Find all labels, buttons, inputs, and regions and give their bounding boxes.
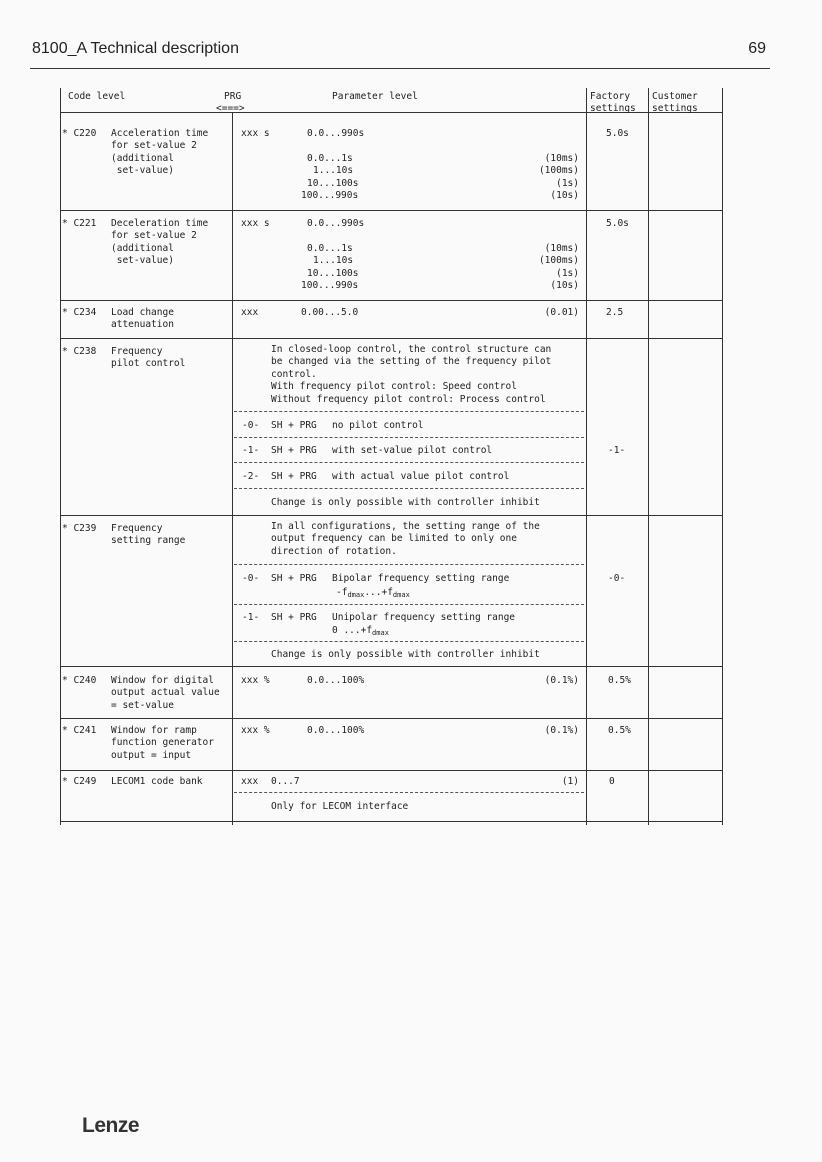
subrange: 10...100s: [307, 178, 359, 189]
prg-format: xxx s: [241, 128, 270, 139]
option-access: SH + PRG: [271, 612, 317, 623]
note: Only for LECOM interface: [271, 801, 409, 812]
factory-setting: -1-: [608, 445, 626, 456]
subrange: 1...10s: [313, 165, 354, 176]
code-c241: * C241: [62, 725, 97, 736]
option-access: SH + PRG: [271, 573, 317, 584]
code-name: Acceleration time: [111, 128, 209, 139]
step-size: (0.1%): [544, 675, 579, 686]
code-c220: * C220: [62, 128, 97, 139]
lenze-logo: Lenze: [82, 1114, 140, 1137]
table-border-right: [722, 88, 723, 825]
option-code: -2-: [242, 471, 260, 482]
description: output frequency can be limited to only one: [271, 533, 517, 544]
parameter-range: 0.0...100%: [307, 675, 365, 686]
option-text: Bipolar frequency setting range: [332, 573, 510, 584]
step-size: (10ms): [544, 243, 579, 254]
column-header-customer: settings: [652, 103, 698, 114]
step-size: (1): [561, 776, 579, 787]
option-code: -0-: [242, 420, 260, 431]
parameter-range: 0.0...990s: [307, 128, 365, 139]
factory-setting: 0: [609, 776, 615, 787]
prg-format: xxx %: [241, 675, 270, 686]
code-name: Window for digital: [111, 675, 214, 686]
code-name: Window for ramp: [111, 725, 197, 736]
step-size: (10ms): [544, 153, 579, 164]
row-divider: [60, 210, 723, 211]
code-name: function generator: [111, 737, 214, 748]
code-name: attenuation: [111, 319, 174, 330]
step-size: (1s): [556, 178, 579, 189]
prg-format: xxx %: [241, 725, 270, 736]
code-c234: * C234: [62, 307, 97, 318]
code-name: Frequency: [111, 346, 163, 357]
description: be changed via the setting of the frequency pilot: [271, 356, 552, 367]
factory-setting: -0-: [608, 573, 626, 584]
option-separator: [234, 488, 584, 489]
column-header-code-level: Code level: [68, 91, 126, 102]
code-name: (additional: [111, 153, 174, 164]
option-separator: [234, 462, 584, 463]
frequency-range-formula: 0 $...+f_{dmax}$: [332, 625, 389, 637]
row-divider: [60, 770, 723, 771]
column-header-parameter-level: Parameter level: [332, 91, 418, 102]
option-code: -1-: [242, 612, 260, 623]
subrange: 100...990s: [301, 280, 359, 291]
code-name: LECOM1 code bank: [111, 776, 203, 787]
subrange: 10...100s: [307, 268, 359, 279]
row-divider: [60, 515, 723, 516]
factory-setting: 2.5: [606, 307, 624, 318]
row-divider: [60, 666, 723, 667]
code-name: output actual value: [111, 687, 220, 698]
option-code: -1-: [242, 445, 260, 456]
step-size: (10s): [550, 190, 579, 201]
factory-setting: 0.5%: [608, 675, 631, 686]
code-name: for set-value 2: [111, 140, 197, 151]
code-name: pilot control: [111, 358, 186, 369]
description: In closed-loop control, the control structure can: [271, 344, 552, 355]
column-divider-factory: [648, 88, 649, 825]
option-separator: [234, 564, 584, 565]
option-separator: [234, 437, 584, 438]
prg-format: xxx: [241, 307, 259, 318]
code-name: Frequency: [111, 523, 163, 534]
step-size: (0.01): [544, 307, 579, 318]
code-c221: * C221: [62, 218, 97, 229]
option-code: -0-: [242, 573, 260, 584]
code-c240: * C240: [62, 675, 97, 686]
option-separator: [234, 411, 584, 412]
option-text: Unipolar frequency setting range: [332, 612, 516, 623]
parameter-range: 0.0...100%: [307, 725, 365, 736]
factory-setting: 5.0s: [606, 128, 629, 139]
note: Change is only possible with controller inhibit: [271, 497, 540, 508]
option-text: with set-value pilot control: [332, 445, 493, 456]
code-name: setting range: [111, 535, 186, 546]
column-header-prg-arrow: <===>: [216, 103, 245, 114]
option-separator: [234, 792, 584, 793]
description: In all configurations, the setting range of the: [271, 521, 540, 532]
code-c238: * C238: [62, 346, 97, 357]
note: Change is only possible with controller inhibit: [271, 649, 540, 660]
column-header-customer: Customer: [652, 91, 698, 102]
step-size: (10s): [550, 280, 579, 291]
step-size: (1s): [556, 268, 579, 279]
frequency-range-formula: $-f_{dmax}...+f_{dmax}$: [336, 587, 410, 599]
code-c249: * C249: [62, 776, 97, 787]
option-text: with actual value pilot control: [332, 471, 510, 482]
step-size: (0.1%): [544, 725, 579, 736]
column-header-prg: PRG: [224, 91, 242, 102]
code-name: set-value): [111, 165, 174, 176]
description: direction of rotation.: [271, 546, 397, 557]
description: Without frequency pilot control: Process control: [271, 394, 546, 405]
column-header-factory: Factory: [590, 91, 631, 102]
parameter-range: 0...7: [271, 776, 300, 787]
subrange: 0.0...1s: [307, 153, 353, 164]
code-name: (additional: [111, 243, 174, 254]
row-divider: [60, 718, 723, 719]
option-separator: [234, 604, 584, 605]
parameter-range: 0.0...990s: [307, 218, 365, 229]
subrange: 1...10s: [313, 255, 354, 266]
page-number: 69: [748, 40, 766, 57]
code-c239: * C239: [62, 523, 97, 534]
parameter-table: [60, 88, 723, 825]
section-title: 8100_A Technical description: [32, 40, 239, 57]
option-access: SH + PRG: [271, 420, 317, 431]
column-header-factory: settings: [590, 103, 636, 114]
option-access: SH + PRG: [271, 471, 317, 482]
prg-format: xxx: [241, 776, 259, 787]
page-header: [30, 38, 770, 69]
code-name: Deceleration time: [111, 218, 209, 229]
table-border-left: [60, 88, 61, 825]
subrange: 100...990s: [301, 190, 359, 201]
description: With frequency pilot control: Speed control: [271, 381, 517, 392]
step-size: (100ms): [538, 165, 579, 176]
factory-setting: 0.5%: [608, 725, 631, 736]
code-name: for set-value 2: [111, 230, 197, 241]
parameter-range: 0.00...5.0: [301, 307, 359, 318]
table-bottom-rule: [60, 821, 723, 822]
prg-format: xxx s: [241, 218, 270, 229]
option-access: SH + PRG: [271, 445, 317, 456]
step-size: (100ms): [538, 255, 579, 266]
code-name: output = input: [111, 750, 192, 761]
description: control.: [271, 369, 317, 380]
option-separator: [234, 641, 584, 642]
factory-setting: 5.0s: [606, 218, 629, 229]
subrange: 0.0...1s: [307, 243, 353, 254]
code-name: set-value): [111, 255, 174, 266]
row-divider: [60, 300, 723, 301]
row-divider: [60, 338, 723, 339]
column-divider-param: [586, 88, 587, 825]
option-text: no pilot control: [332, 420, 424, 431]
code-name: Load change: [111, 307, 174, 318]
code-name: = set-value: [111, 700, 174, 711]
